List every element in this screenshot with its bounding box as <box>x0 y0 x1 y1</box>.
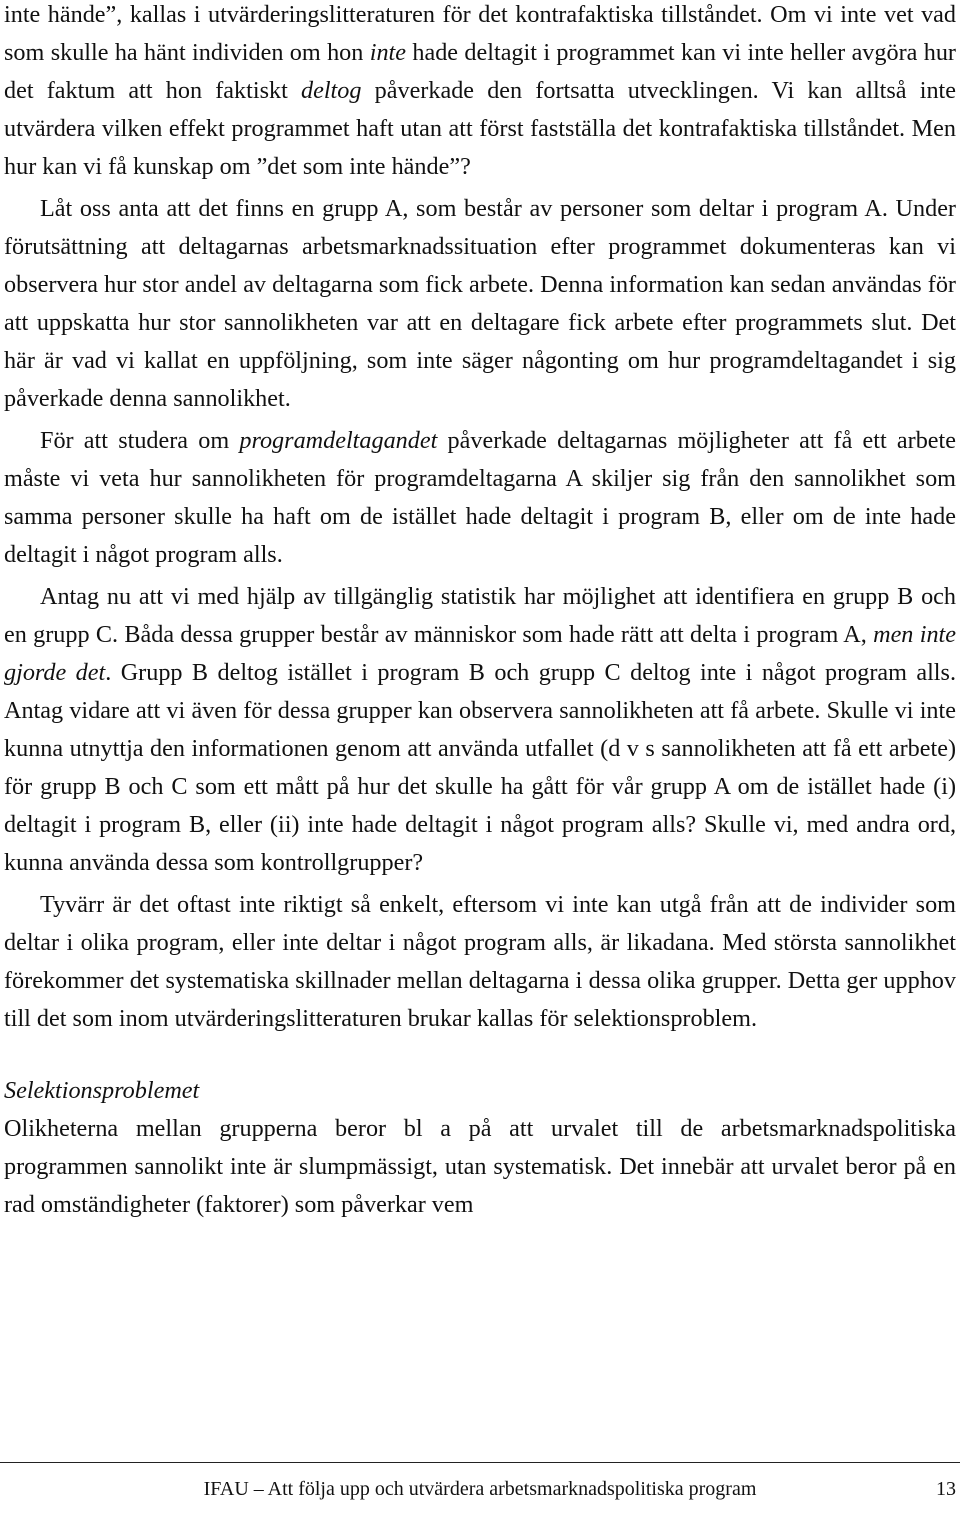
paragraph-text: inte hände”, kallas i utvärderingslitteraturen för det kontrafaktiska tillståndet. Om vi inte vet vad som skulle ha hänt individen om hon <box>4 1 956 66</box>
section-heading: Selektionsproblemet <box>4 1077 200 1104</box>
page-number: 13 <box>936 1478 956 1500</box>
italic-text: men inte gjorde det <box>4 621 956 686</box>
document-page <box>4 0 956 1224</box>
footer-rule <box>0 1462 960 1463</box>
footer-title: IFAU – Att följa upp och utvärdera arbetsmarknadspolitiska program <box>203 1478 757 1500</box>
italic-text: inte <box>369 39 407 66</box>
paragraph-text: hade deltagit i programmet kan vi inte heller avgöra hur det faktum att hon faktiskt <box>4 39 956 104</box>
body-text <box>4 0 956 1038</box>
paragraph-p2 <box>4 190 956 418</box>
paragraph-text: påverkade den fortsatta utvecklingen. Vi kan alltså inte utvärdera vilken effekt programmet haft utan att först fastställa det kontrafaktiska tillståndet. Men hur kan vi få kunskap om ”det som inte hände”? <box>4 77 956 180</box>
paragraph-text: Tyvärr är det oftast inte riktigt så enkelt, eftersom vi inte kan utgå från att de individer som deltar i olika program, eller inte deltar i något program alls, är likadana. Med största sannolikhet förekommer det systematiska skillnader mellan deltagarna i dessa olika grupper. Detta ger upphov till det som inom utvärderingslitteraturen brukar kallas för selektionsproblem. <box>4 891 956 1032</box>
paragraph-text: Antag nu att vi med hjälp av tillgänglig statistik har möjlighet att identifiera en grupp B och en grupp C. Båda dessa grupper består av människor som hade rätt att delta i program A, <box>4 583 956 648</box>
paragraph-text: påverkade deltagarnas möjligheter att få ett arbete måste vi veta hur sannolikheten för programdeltagarna A skiljer sig från den sannolikhet som samma personer skulle ha haft om de istället hade deltagit i program B, eller om de inte hade deltagit i något program alls. <box>4 427 956 568</box>
body-text-after-heading <box>4 1110 956 1224</box>
paragraph-p3 <box>4 422 956 574</box>
paragraph-p4 <box>4 578 956 882</box>
paragraph-text: . Grupp B deltog istället i program B och grupp C deltog inte i något program alls. Antag vidare att vi även för dessa grupper kan observera sannolikheten att få arbete. Skulle vi inte kunna utnyttja den informationen genom att använda utfallet (d v s sannolikheten att få ett arbete) för grupp B och C som ett mått på hur det skulle ha gått för vår grupp A om de istället hade (i) deltagit i program B, eller (ii) inte hade deltagit i något program alls? Skulle vi, med andra ord, kunna använda dessa som kontrollgrupper? <box>4 659 956 876</box>
paragraph-text: Låt oss anta att det finns en grupp A, som består av personer som deltar i program A. Under förutsättning att deltagarnas arbetsmarknadssituation efter programmet dokumenteras kan vi observera hur stor andel av deltagarna som fick arbete. Denna information kan sedan användas för att uppskatta hur stor sannolikheten var att en deltagare fick arbete efter programmets slut. Det här är vad vi kallat en uppföljning, som inte säger någonting om hur programdeltagandet i sig påverkade denna sannolikhet. <box>4 195 956 412</box>
paragraph-p6 <box>4 1110 956 1224</box>
italic-text: deltog <box>301 77 362 104</box>
paragraph-p5 <box>4 886 956 1038</box>
italic-text: programdeltagandet <box>239 427 438 454</box>
paragraph-text: Olikheterna mellan grupperna beror bl a på att urvalet till de arbetsmarknadspolitiska programmen sannolikt inte är slumpmässigt, utan systematisk. Det innebär att urvalet beror på en rad omständigheter (faktorer) som påverkar vem <box>4 1115 956 1218</box>
paragraph-p1 <box>4 0 956 186</box>
paragraph-text: För att studera om <box>40 427 240 454</box>
